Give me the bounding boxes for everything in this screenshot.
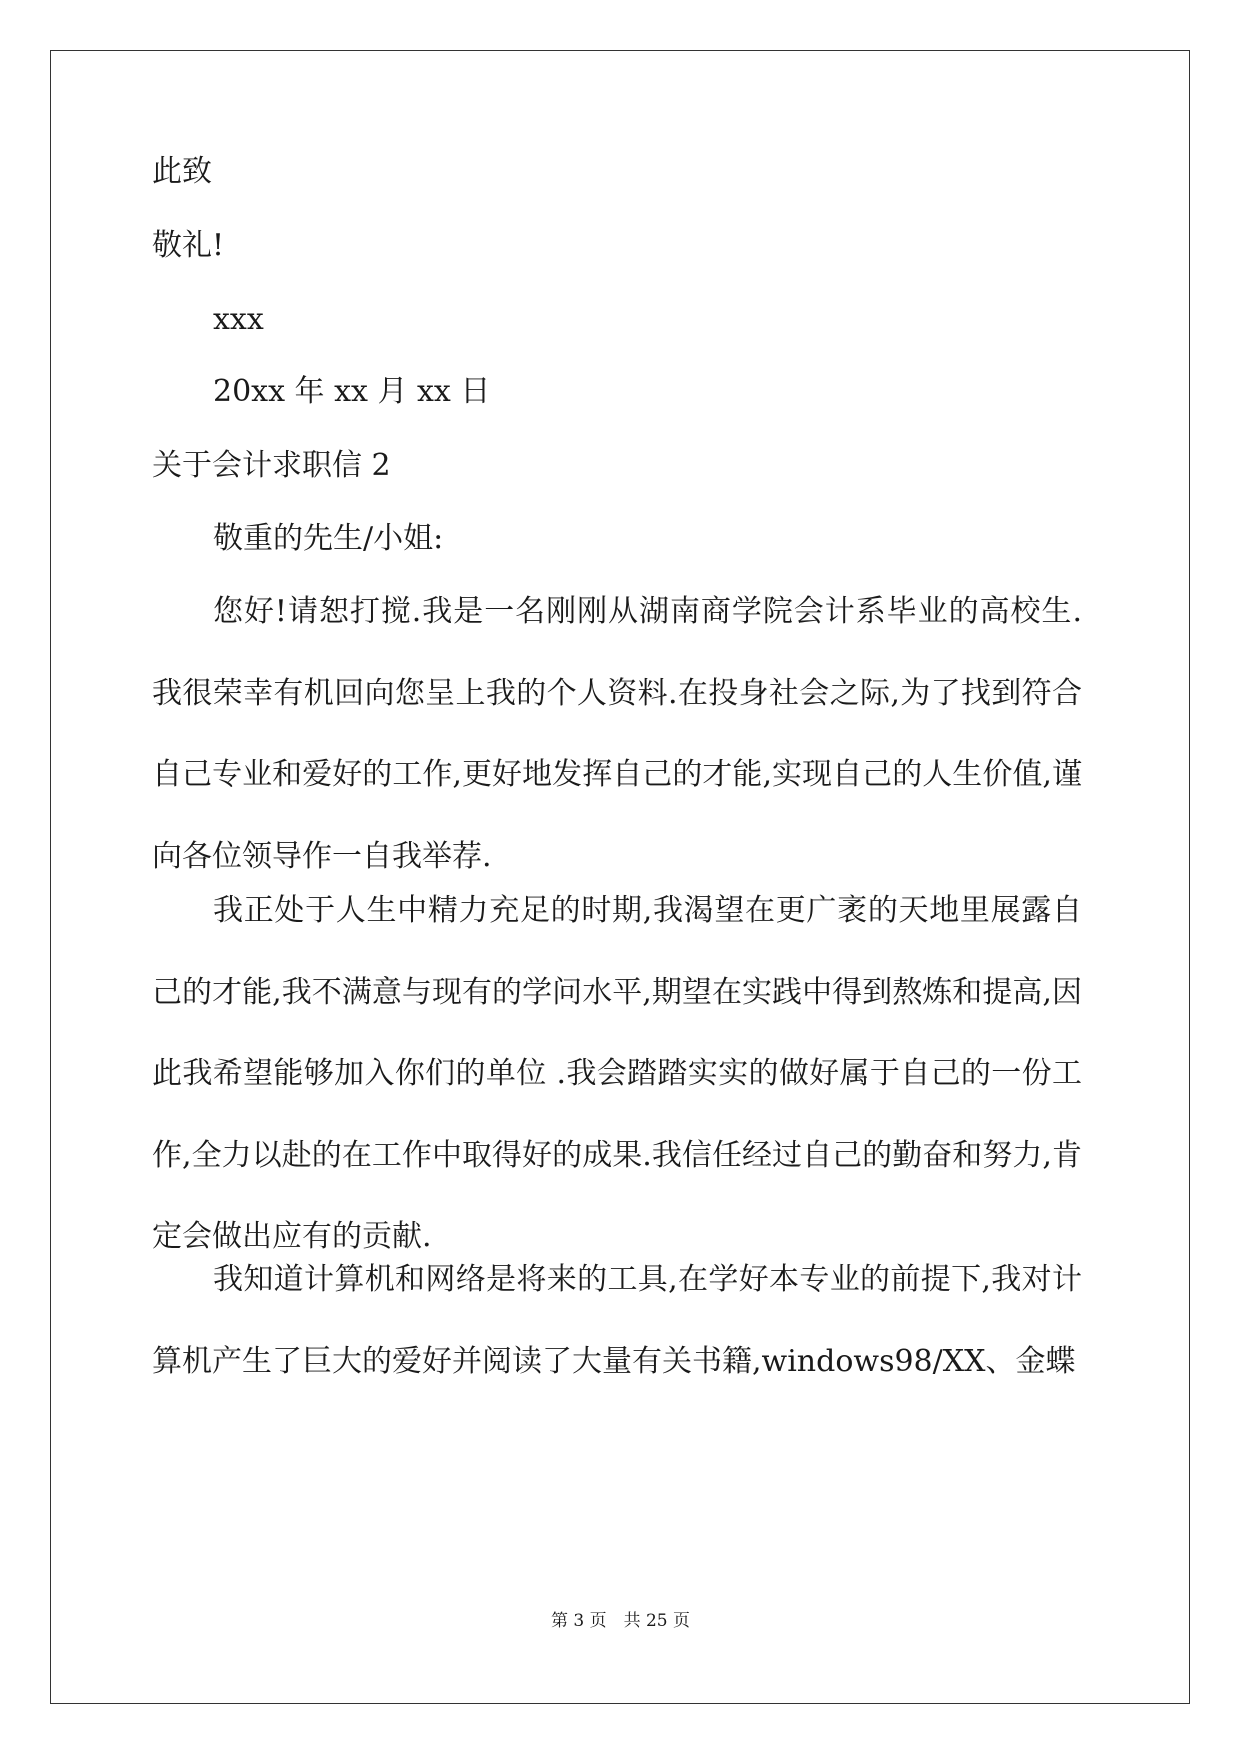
salutation: 敬重的先生/小姐: <box>213 521 444 556</box>
body-paragraph-1: 您好!请恕打搅.我是一名刚刚从湖南商学院会计系毕业的高校生.我很荣幸有机回向您呈上我的个人资料.在投身社会之际,为了找到符合自己专业和爱好的工作,更好地发挥自己的才能,实现自己的人生价值,谨向各位领导作一自我举荐. <box>152 594 1082 874</box>
body-paragraph-3: 我知道计算机和网络是将来的工具,在学好本专业的前提下,我对计算机产生了巨大的爱好并阅读了大量有关书籍,windows98/XX、金蝶 <box>152 1262 1082 1379</box>
closing-line-1: 此致 <box>152 154 212 189</box>
page-number-footer: 第 3 页 共 25 页 <box>550 1611 691 1631</box>
signature: xxx <box>213 302 264 337</box>
letter-title: 关于会计求职信 2 <box>152 448 391 483</box>
body-paragraph-2: 我正处于人生中精力充足的时期,我渴望在更广袤的天地里展露自己的才能,我不满意与现有的学问水平,期望在实践中得到熬炼和提高,因此我希望能够加入你们的单位 .我会踏踏实实的做好属于自己的一份工作,全力以赴的在工作中取得好的成果.我信任经过自己的勤奋和努力,肯定会做出应有的贡献. <box>152 893 1082 1254</box>
closing-line-2: 敬礼! <box>152 228 225 263</box>
date-line: 20xx 年 xx 月 xx 日 <box>213 374 491 409</box>
